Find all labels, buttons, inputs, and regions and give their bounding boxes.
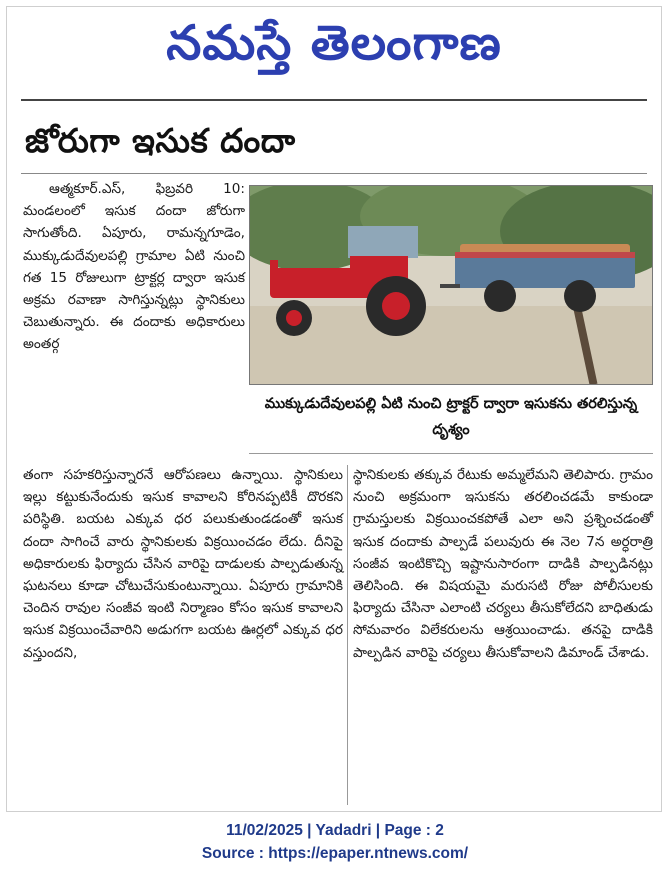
footer-date-edition: 11/02/2025 | Yadadri | Page : 2	[226, 822, 444, 839]
tractor-sand-photo	[250, 186, 653, 385]
article-paragraph-1: ఆత్మకూర్.ఎస్, ఫిబ్రవరి 10: మండలంలో ఇసుక దందా జోరుగా సాగుతోంది. ఏపూరు, రామన్నగూడెం, ముక్కుడుదేవులపల్లి గ్రామాల ఏటి నుంచి గత 15 రోజులుగా ట్రాక్టర్ల ద్వారా ఇసుక అక్రమ రవాణా సాగిస్తున్నట్లు స్థానికులు చెబుతున్నారు. ఈ దందాకు అధికారులు అంతర్గ	[23, 181, 245, 353]
newspaper-clipping	[6, 6, 662, 812]
article-paragraph-3: స్థానికులకు తక్కువ రేటుకు అమ్మలేమని తెలిపారు. గ్రామం నుంచి అక్రమంగా ఇసుకను తరలించడమే కాకుండా గ్రామస్తులకు విక్రయించకపోతే ఎలా అని ప్రశ్నించడంతో ఇసుక దందాకు పాల్పడే పలువురు ఈ నెల 7న అర్ధరాత్రి సంజీవ ఇంటికొచ్చి ఇష్టానుసారంగా దాడికి పాల్పడినట్లు తెలిసింది. ఈ విషయమై మరుసటి రోజు పోలీసులకు ఫిర్యాదు చేసినా ఎలాంటి చర్యలు తీసుకోలేదని బాధితుడు సోమవారం విలేకరులను ఆశ్రయించాడు. తనపై దాడికి పాల్పడిన వారిపై చర్యలు తీసుకోవాలని డిమాండ్ చేశాడు.	[353, 467, 653, 661]
article-bottom-left-column	[23, 464, 343, 664]
masthead-divider	[21, 99, 647, 101]
article-left-column	[23, 178, 245, 356]
headline-divider	[21, 173, 647, 174]
article-paragraph-2: తంగా సహకరిస్తున్నారనే ఆరోపణలు ఉన్నాయి. స్థానికులు ఇల్లు కట్టుకునేందుకు ఇసుక కావాలని కోరినప్పటికీ దొరకని పరిస్థితి. బయట ఎక్కువ ధర పలుకుతుండడంతో ఇసుక దందా సాగించే వారు స్థానికులకు విక్రయించడం లేదు. దీనిపై అధికారులకు ఫిర్యాదు చేసిన వారిపై దాడులకు పాల్పడుతున్న ఘటనలు కూడా చోటుచేసుకుంటున్నాయి. ఏపూరు గ్రామానికి చెందిన రావుల సంజీవ ఇంటి నిర్మాణం కోసం ఇసుక కావాలని ఇసుక విక్రయించేవారిని అడుగగా బయట ఊర్లలో ఎక్కువ ధర వస్తుందని,	[23, 467, 343, 661]
article-bottom-right-column	[353, 464, 653, 664]
article-headline: జోరుగా ఇసుక దందా	[25, 121, 296, 160]
column-separator	[347, 465, 348, 805]
article-photo	[249, 185, 653, 385]
photo-caption: ముక్కుడుదేవులపల్లి ఏటి నుంచి ట్రాక్టర్ ద్వారా ఇసుకను తరలిస్తున్న దృశ్యం	[264, 396, 638, 438]
masthead-title: నమస్తే తెలంగాణ	[166, 15, 502, 71]
tractor-hood	[270, 268, 360, 298]
caption-divider	[249, 453, 653, 454]
footer-source-link[interactable]: Source : https://epaper.ntnews.com/	[201, 845, 469, 862]
tractor-canopy	[348, 226, 418, 258]
